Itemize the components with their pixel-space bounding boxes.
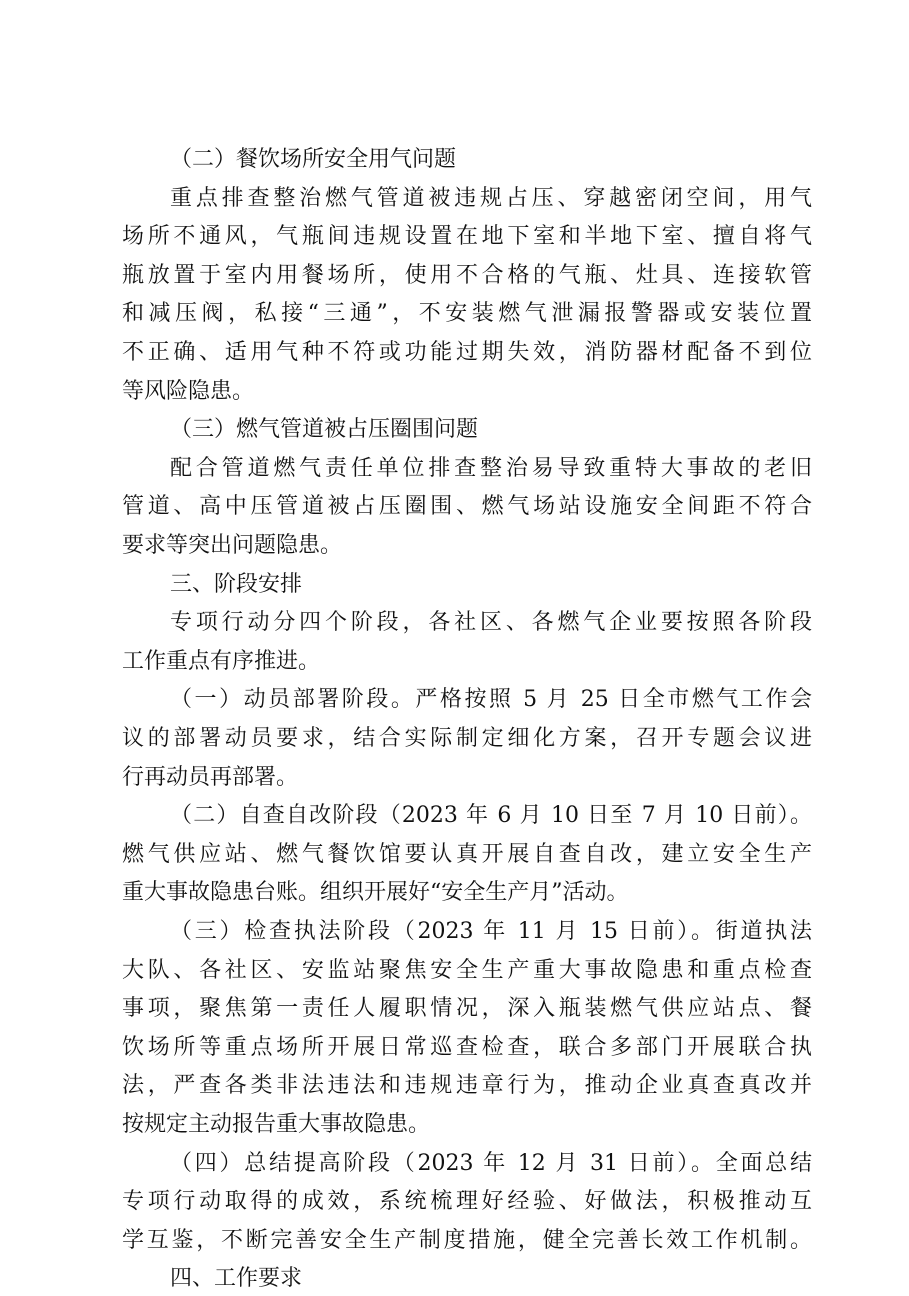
paragraph-line: （四）总结提高阶段（2023 年 12 月 31 日前）。全面总结 bbox=[170, 1151, 812, 1176]
paragraph-line: 等风险隐患。 bbox=[122, 379, 255, 404]
paragraph-line: 学互鉴，不断完善安全生产制度措施，健全完善长效工作机制。 bbox=[122, 1228, 812, 1253]
paragraph-line: 场所不通风，气瓶间违规设置在地下室和半地下室、擅自将气 bbox=[122, 224, 812, 249]
paragraph-line: 管道、高中压管道被占压圈围、燃气场站设施安全间距不符合 bbox=[122, 494, 812, 519]
paragraph-line: 行再动员再部署。 bbox=[122, 765, 299, 790]
paragraph-line: 重点排查整治燃气管道被违规占压、穿越密闭空间，用气 bbox=[170, 186, 812, 211]
paragraph-line: （三）检查执法阶段（2023 年 11 月 15 日前）。街道执法 bbox=[170, 919, 812, 944]
paragraph-line: 重大事故隐患台账。组织开展好“安全生产月”活动。 bbox=[122, 880, 629, 905]
section-heading-work-requirements: 四、工作要求 bbox=[170, 1266, 303, 1291]
paragraph-line: 配合管道燃气责任单位排查整治易导致重特大事故的老旧 bbox=[170, 456, 812, 481]
section-heading-stage-arrangement: 三、阶段安排 bbox=[170, 572, 303, 597]
paragraph-line: 专项行动分四个阶段，各社区、各燃气企业要按照各阶段 bbox=[170, 610, 812, 635]
section-heading-pipeline-occupation: （三）燃气管道被占压圈围问题 bbox=[170, 417, 479, 442]
section-heading-catering-gas-safety: （二）餐饮场所安全用气问题 bbox=[170, 147, 457, 172]
paragraph-line: 瓶放置于室内用餐场所，使用不合格的气瓶、灶具、连接软管 bbox=[122, 263, 812, 288]
paragraph-line: 工作重点有序推进。 bbox=[122, 649, 321, 674]
paragraph-line: 和减压阀，私接“三通”，不安装燃气泄漏报警器或安装位置 bbox=[122, 301, 812, 326]
paragraph-line: 要求等突出问题隐患。 bbox=[122, 533, 343, 558]
paragraph-line: 按规定主动报告重大事故隐患。 bbox=[122, 1112, 431, 1137]
paragraph-line: 燃气供应站、燃气餐饮馆要认真开展自查自改，建立安全生产 bbox=[122, 842, 812, 867]
paragraph-line: （二）自查自改阶段（2023 年 6 月 10 日至 7 月 10 日前）。 bbox=[170, 803, 812, 828]
paragraph-line: 不正确、适用气种不符或功能过期失效，消防器材配备不到位 bbox=[122, 340, 812, 365]
paragraph-line: 事项，聚焦第一责任人履职情况，深入瓶装燃气供应站点、餐 bbox=[122, 996, 812, 1021]
paragraph-line: 饮场所等重点场所开展日常巡查检查，联合多部门开展联合执 bbox=[122, 1035, 812, 1060]
paragraph-line: （一）动员部署阶段。严格按照 5 月 25 日全市燃气工作会 bbox=[170, 687, 812, 712]
paragraph-line: 法，严查各类非法违法和违规违章行为，推动企业真查真改并 bbox=[122, 1073, 812, 1098]
paragraph-line: 专项行动取得的成效，系统梳理好经验、好做法，积极推动互 bbox=[122, 1189, 812, 1214]
paragraph-line: 大队、各社区、安监站聚焦安全生产重大事故隐患和重点检查 bbox=[122, 958, 812, 983]
paragraph-line: 议的部署动员要求，结合实际制定细化方案，召开专题会议进 bbox=[122, 726, 812, 751]
